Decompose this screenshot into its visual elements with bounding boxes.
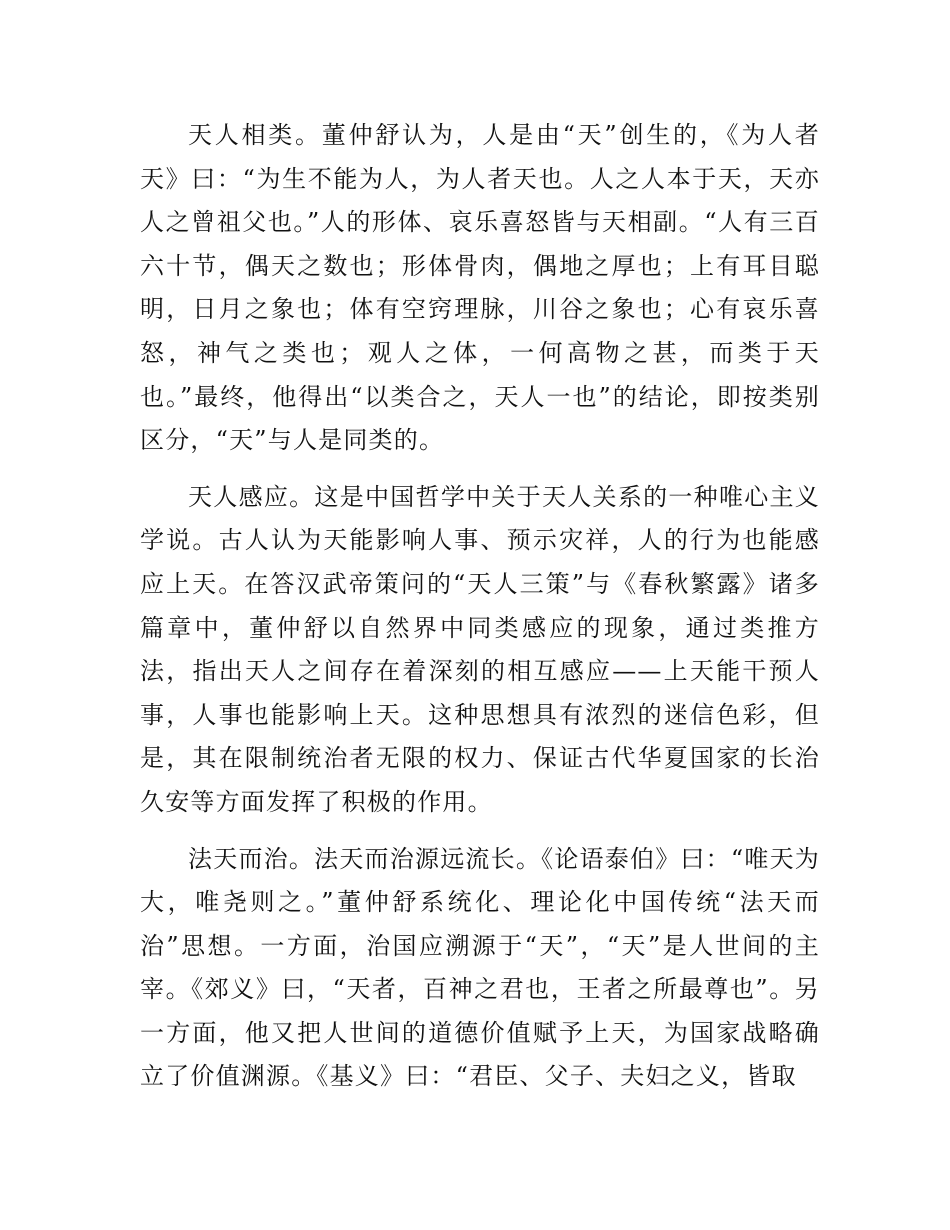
paragraph-tian-ren-gan-ying: 天人感应。这是中国哲学中关于天人关系的一种唯心主义学说。古人认为天能影响人事、预示灾祥，人的行为也能感应上天。在答汉武帝策问的“天人三策”与《春秋繁露》诸多篇章中，董仲舒以自然界中同类感应的现象，通过类推方法，指出天人之间存在着深刻的相互感应——上天能干预人事，人事也能影响上天。这种思想具有浓烈的迷信色彩，但是，其在限制统治者无限的权力、保证古代华夏国家的长治久安等方面发挥了积极的作用。 xyxy=(140,482,820,816)
document-page xyxy=(140,114,820,1112)
paragraph-fa-tian-er-zhi: 法天而治。法天而治源远流长。《论语泰伯》曰：“唯天为大，唯尧则之。”董仲舒系统化、理论化中国传统“法天而治”思想。一方面，治国应溯源于“天”，“天”是人世间的主宰。《郊义》曰，“天者，百神之君也，王者之所最尊也”。另一方面，他又把人世间的道德价值赋予上天，为国家战略确立了价值渊源。《基义》曰：“君臣、父子、夫妇之义，皆取 xyxy=(140,844,820,1091)
paragraph-tian-ren-xiang-lei: 天人相类。董仲舒认为，人是由“天”创生的，《为人者天》曰：“为生不能为人，为人者天也。人之人本于天，天亦人之曾祖父也。”人的形体、哀乐喜怒皆与天相副。“人有三百六十节，偶天之数也；形体骨肉，偶地之厚也；上有耳目聪明，日月之象也；体有空窍理脉，川谷之象也；心有哀乐喜怒，神气之类也；观人之体，一何高物之甚，而类于天也。”最终，他得出“以类合之，天人一也”的结论，即按类别区分，“天”与人是同类的。 xyxy=(140,121,820,455)
